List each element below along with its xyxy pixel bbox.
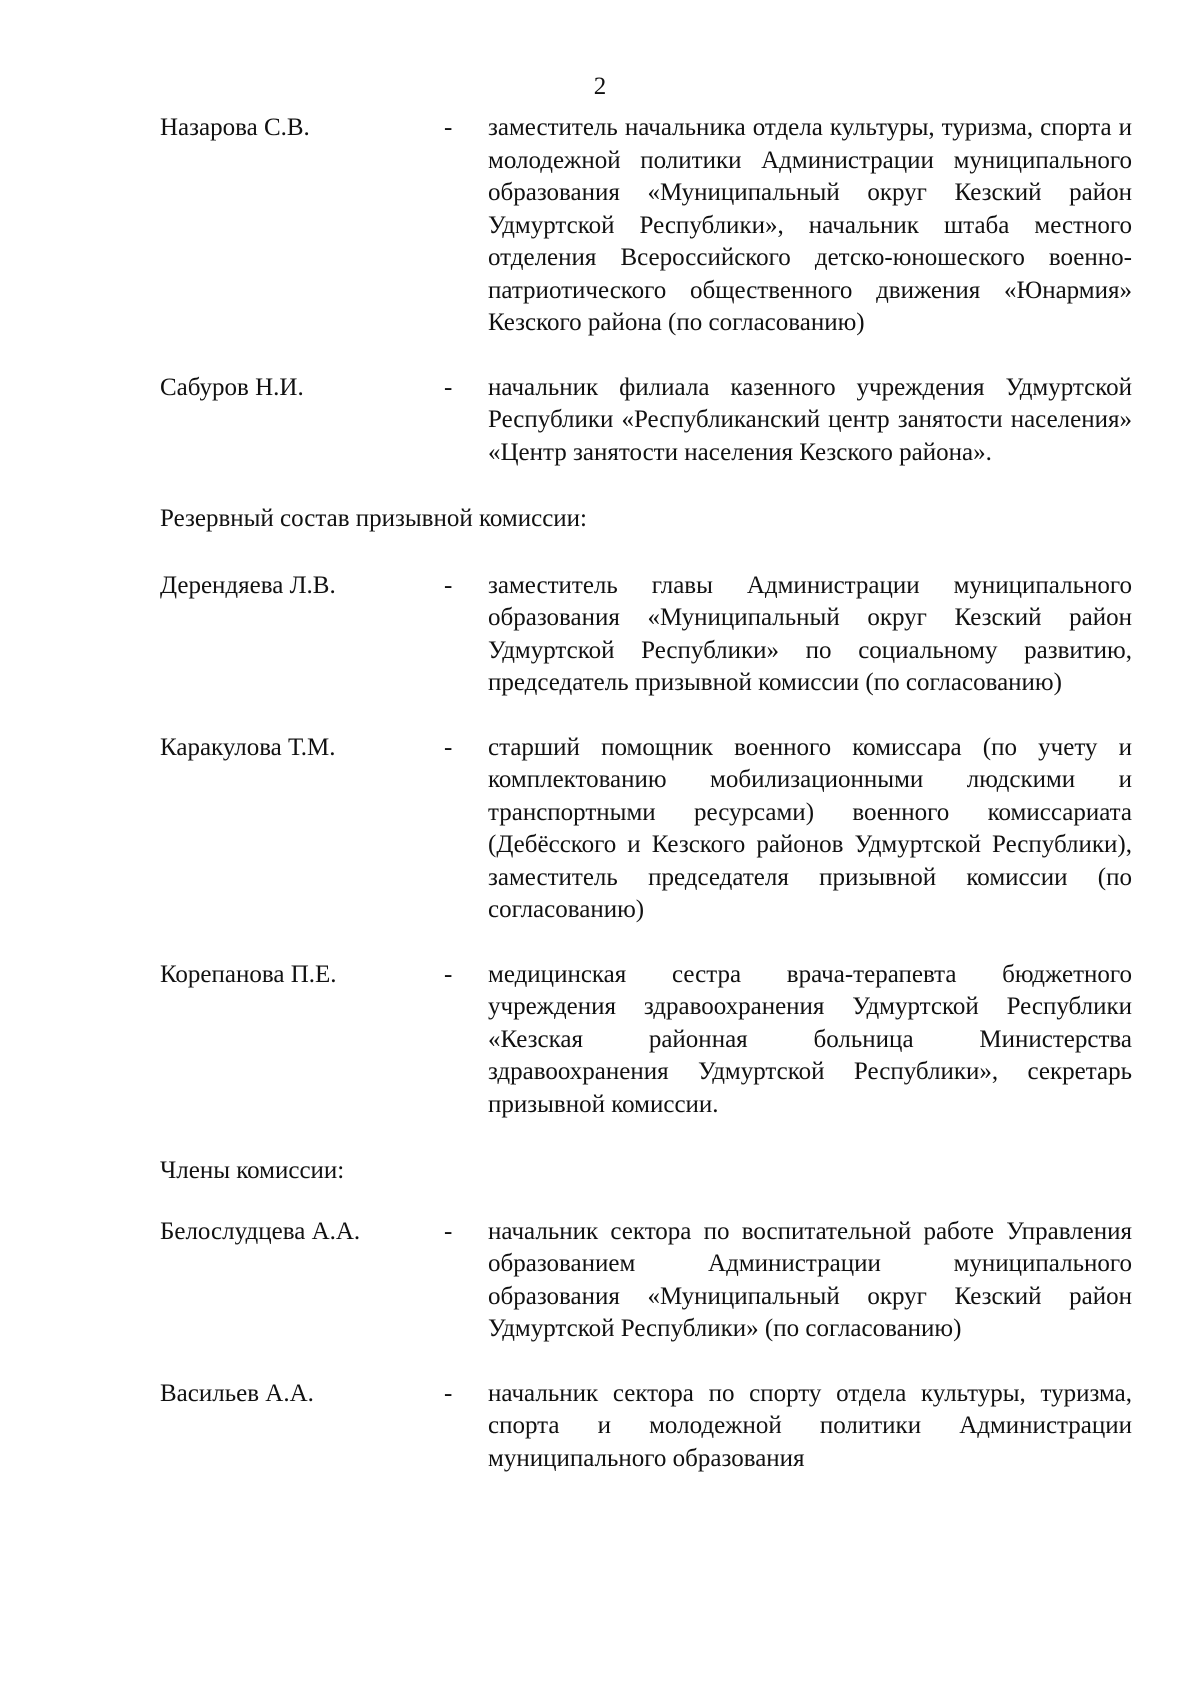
dash-separator: - xyxy=(444,733,453,761)
person-entry-saburov xyxy=(160,372,1132,470)
person-name: Корепанова П.Е. xyxy=(160,960,337,988)
members-heading: Члены комиссии: xyxy=(160,1157,345,1184)
dash-separator: - xyxy=(444,373,453,401)
reserve-heading: Резервный состав призывной комиссии: xyxy=(160,505,587,532)
dash-separator: - xyxy=(444,571,453,599)
person-position: начальник филиала казенного учреждения Удмуртской Республики «Республиканский центр занятости населения» «Центр занятости населения Кезского района». xyxy=(488,373,1132,466)
person-position: начальник сектора по воспитательной работе Управления образованием Администрации муниципального образования «Муниципальный округ Кезский район Удмуртской Республики» (по согласованию) xyxy=(488,1217,1132,1342)
person-entry-korepanova xyxy=(160,959,1132,1122)
page-number: 2 xyxy=(593,73,607,100)
person-entry-belosludtseva xyxy=(160,1216,1132,1346)
person-entry-vasiliev xyxy=(160,1378,1132,1476)
person-position: заместитель главы Администрации муниципального образования «Муниципальный округ Кезский район Удмуртской Республики» по социальному развитию, председатель призывной комиссии (по согласованию) xyxy=(488,571,1132,696)
person-name: Сабуров Н.И. xyxy=(160,373,304,401)
person-name: Васильев А.А. xyxy=(160,1379,314,1407)
person-position: начальник сектора по спорту отдела культуры, туризма, спорта и молодежной политики Администрации муниципального образования xyxy=(488,1379,1132,1472)
person-entry-derendyaeva xyxy=(160,570,1132,700)
person-position: заместитель начальника отдела культуры, туризма, спорта и молодежной политики Администрации муниципального образования «Муниципальный округ Кезский район Удмуртской Республики», начальник штаба местного отделения Всероссийского детско-юношеского военно-патриотического общественного движения «Юнармия» Кезского района (по согласованию) xyxy=(488,114,1132,336)
person-name: Дерендяева Л.В. xyxy=(160,571,336,599)
person-position: медицинская сестра врача-терапевта бюджетного учреждения здравоохранения Удмуртской Республики «Кезская районная больница Министерства здравоохранения Удмуртской Республики», секретарь призывной комиссии. xyxy=(488,960,1132,1118)
person-name: Каракулова Т.М. xyxy=(160,733,336,761)
dash-separator: - xyxy=(444,960,453,988)
person-entry-karakulova xyxy=(160,732,1132,927)
dash-separator: - xyxy=(444,1379,453,1407)
dash-separator: - xyxy=(444,1217,453,1245)
document-body xyxy=(160,112,1132,1475)
person-name: Назарова С.В. xyxy=(160,114,310,141)
person-name: Белослудцева А.А. xyxy=(160,1217,361,1245)
person-position: старший помощник военного комиссара (по учету и комплектованию мобилизационными людскими и транспортными ресурсами) военного комиссариата (Дебёсского и Кезского районов Удмуртской Республики), заместитель председателя призывной комиссии (по согласованию) xyxy=(488,733,1132,923)
dash-separator: - xyxy=(444,114,453,141)
person-entry-nazarova xyxy=(160,112,1132,340)
